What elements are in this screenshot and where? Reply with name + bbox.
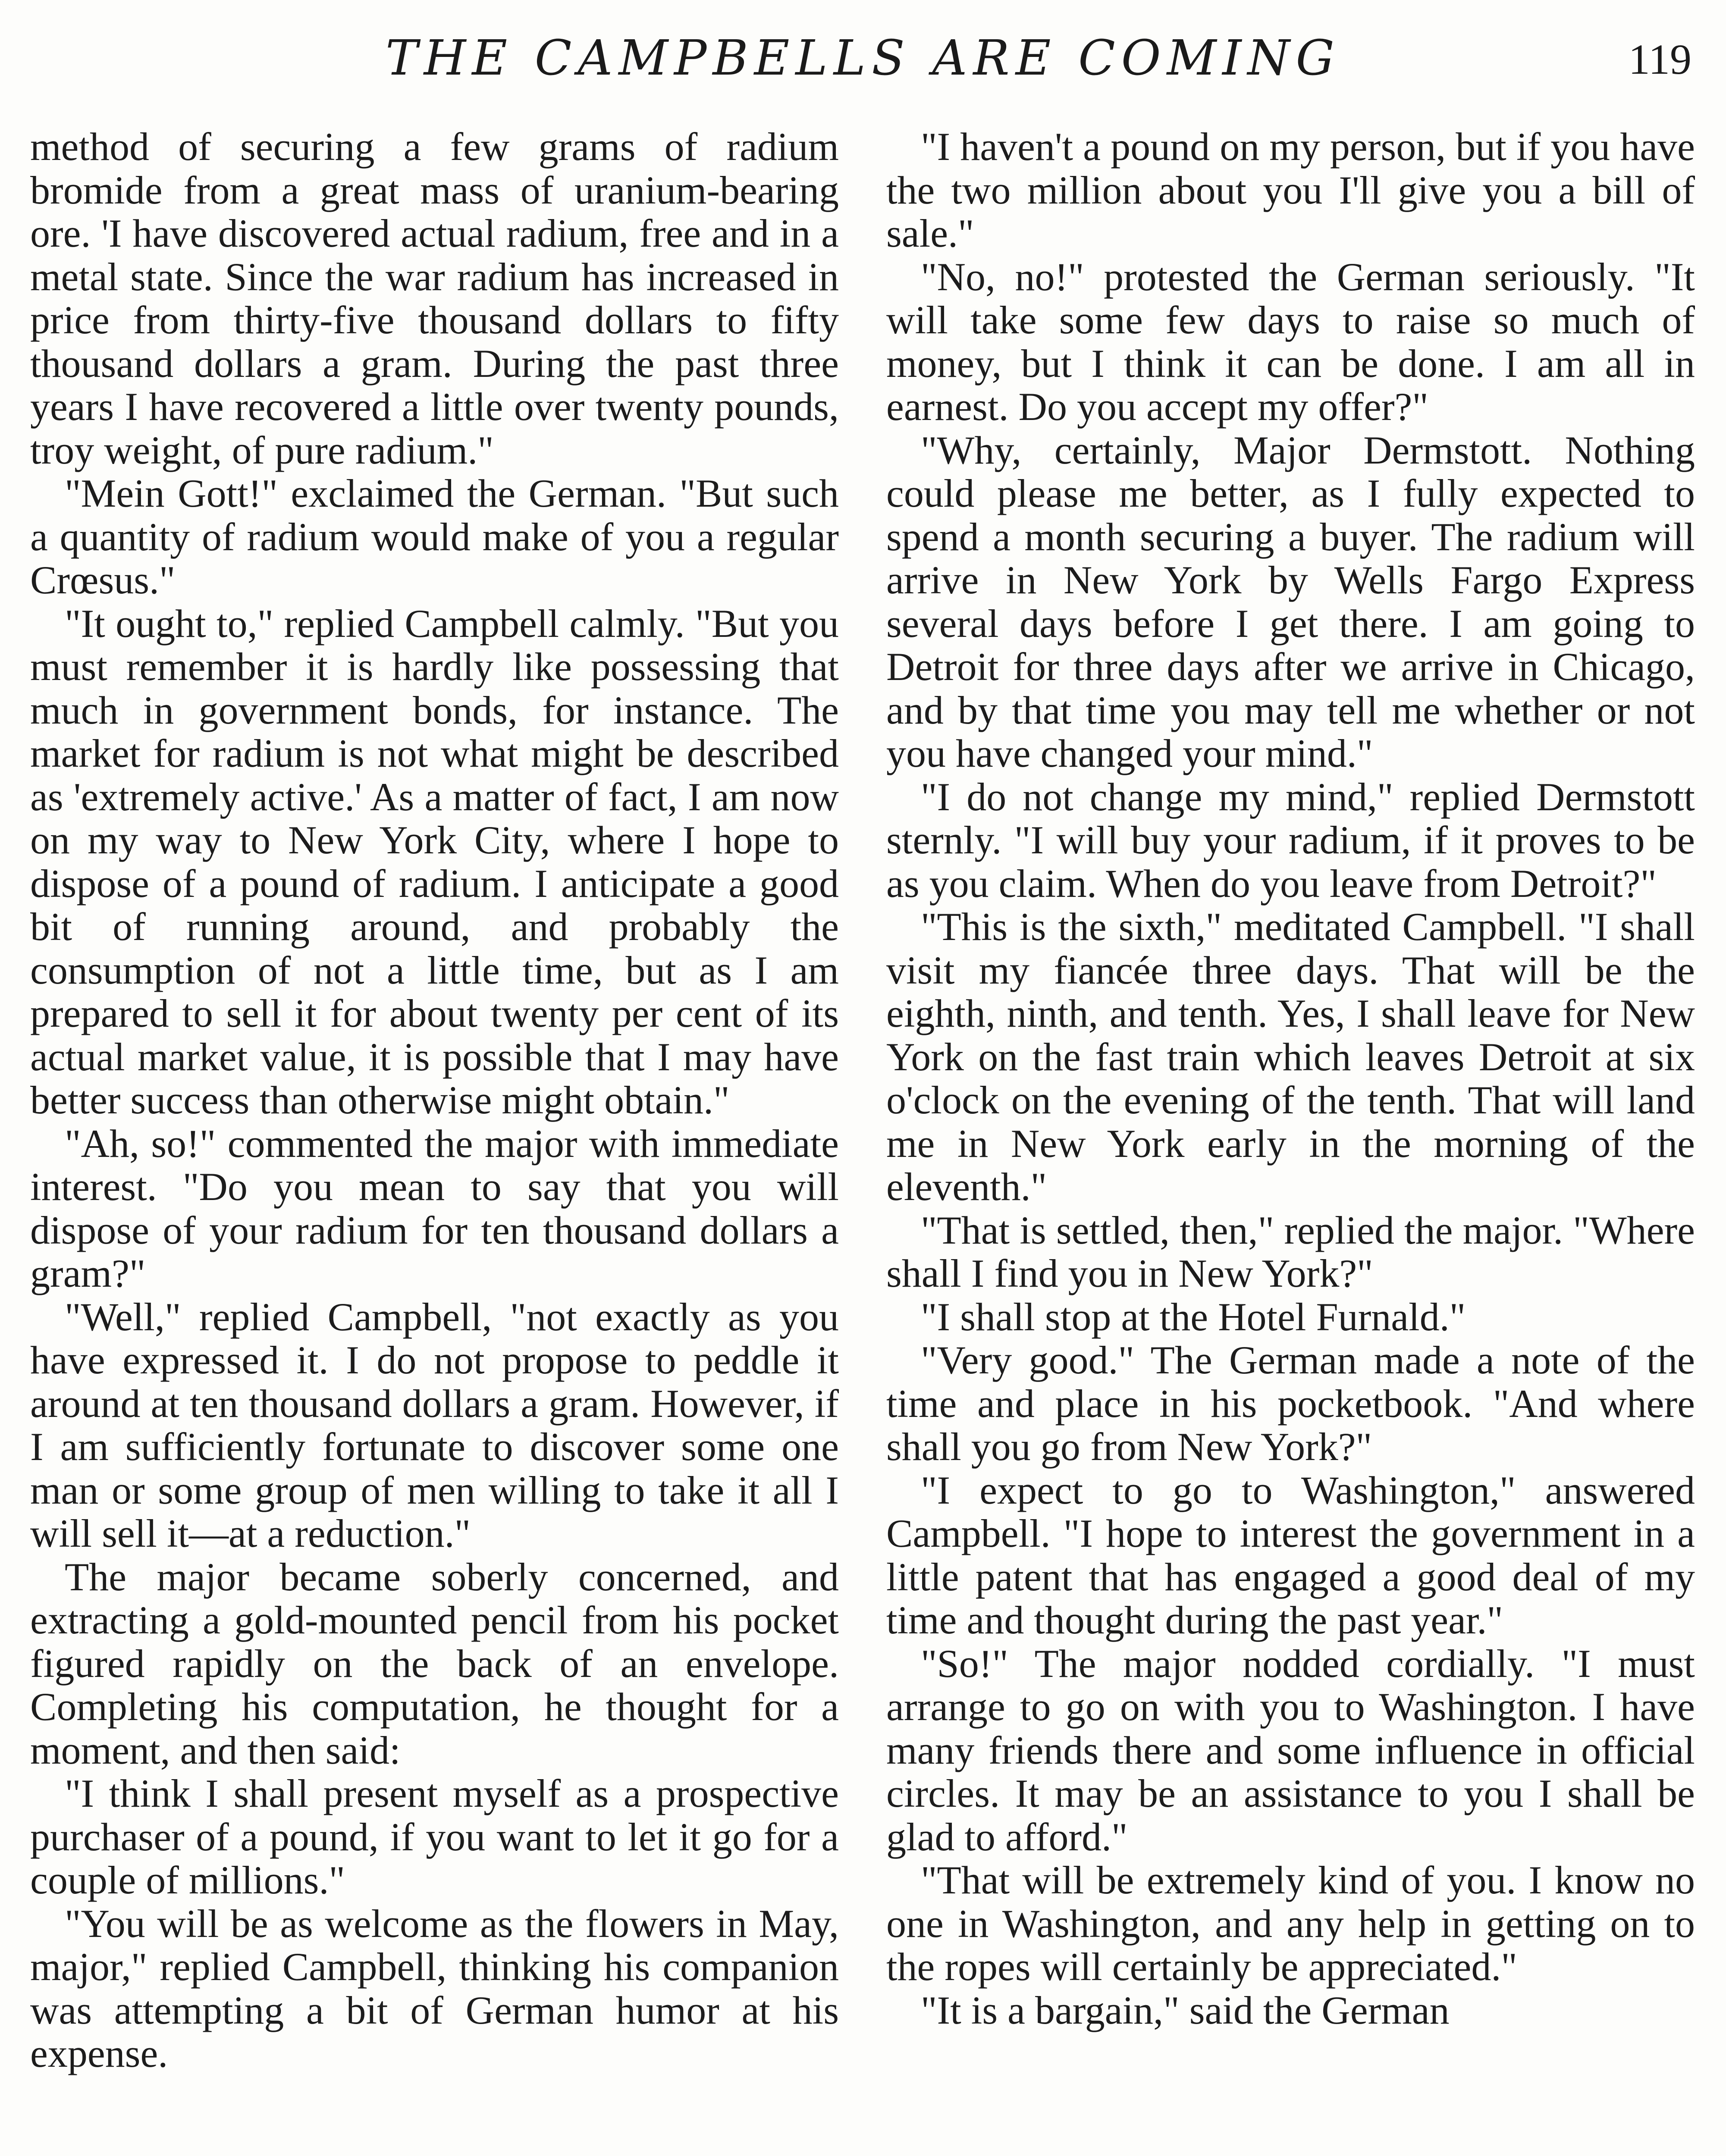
paragraph: "It is a bargain," said the German <box>921 1988 1450 2032</box>
right-column <box>886 125 1695 2156</box>
paragraph: "Very good." The German made a note of the time and place in his pocketbook. "And where shall you go from New York?" <box>886 1338 1695 1469</box>
paragraph: "No, no!" protested the German seriously. "It will take some few days to raise so much of money, but I think it can be done. I am all in earnest. Do you accept my offer?" <box>886 254 1695 429</box>
paragraph: "This is the sixth," meditated Campbell. "I shall visit my fiancée three days. That will be the eighth, ninth, and tenth. Yes, I shall leave for New York on the fast train which leaves Detroit at six o'clock on the evening of the tenth. That will land me in New York early in the morning of the eleventh." <box>886 905 1695 1209</box>
paragraph: "I do not change my mind," replied Dermstott sternly. "I will buy your radium, if it proves to be as you claim. When do you leave from Detroit?" <box>886 774 1695 906</box>
paragraph: "Well," replied Campbell, "not exactly as you have expressed it. I do not propose to peddle it around at ten thousand dollars a gram. However, if I am sufficiently fortunate to discover some one man or some group of men willing to take it all I will sell it—at a reduction." <box>30 1294 839 1555</box>
paragraph: "I haven't a pound on my person, but if you have the two million about you I'll give you a bill of sale." <box>886 125 1695 255</box>
paragraph: "It ought to," replied Campbell calmly. "But you must remember it is hardly like possessing that much in government bonds, for instance. The market for radium is not what might be described as 'extremely active.' As a matter of fact, I am now on my way to New York City, where I hope to dispose of a pound of radium. I anticipate a good bit of running around, and probably the consumption of not a little time, but as I am prepared to sell it for about twenty per cent of its actual market value, it is possible that I may have better success than otherwise might obtain." <box>30 601 839 1122</box>
paragraph: "I shall stop at the Hotel Furnald." <box>921 1294 1466 1339</box>
text-columns <box>30 125 1695 2156</box>
left-column <box>30 125 839 2156</box>
paragraph: method of securing a few grams of radium bromide from a great mass of uranium-bearing ore. 'I have discovered actual radium, free and in a metal state. Since the war radium has increased in price from thirty-five thousand dollars to fifty thousand dollars a gram. During the past three years I have recovered a little over twenty pounds, troy weight, of pure radium." <box>30 125 839 472</box>
paragraph: "You will be as welcome as the flowers in May, major," replied Campbell, thinking his companion was attempting a bit of German humor at his expense. <box>30 1901 839 2075</box>
paragraph: "Why, certainly, Major Dermstott. Nothing could please me better, as I fully expected to spend a month securing a buyer. The radium will arrive in New York by Wells Fargo Express several days before I get there. I am going to Detroit for three days after we arrive in Chicago, and by that time you may tell me whether or not you have changed your mind." <box>886 428 1695 775</box>
page-header <box>30 26 1696 103</box>
paragraph: "So!" The major nodded cordially. "I must arrange to go on with you to Washington. I have many friends there and some influence in official circles. It may be an assistance to you I shall be glad to afford." <box>886 1641 1695 1859</box>
paragraph: "I think I shall present myself as a prospective purchaser of a pound, if you want to let it go for a couple of millions." <box>30 1771 839 1902</box>
running-title: THE CAMPBELLS ARE COMING <box>386 30 1340 86</box>
page-number: 119 <box>1628 35 1691 83</box>
paragraph: "That is settled, then," replied the major. "Where shall I find you in New York?" <box>886 1208 1695 1295</box>
paragraph: "I expect to go to Washington," answered Campbell. "I hope to interest the government in a little patent that has engaged a good deal of my time and thought during the past year." <box>886 1468 1695 1642</box>
paragraph: "Ah, so!" commented the major with immediate interest. "Do you mean to say that you will dispose of your radium for ten thousand dollars a gram?" <box>30 1121 839 1295</box>
paragraph: "That will be extremely kind of you. I know no one in Washington, and any help in getting on to the ropes will certainly be appreciated." <box>886 1858 1695 1989</box>
paragraph: "Mein Gott!" exclaimed the German. "But such a quantity of radium would make of you a regular Crœsus." <box>30 471 839 602</box>
paragraph: The major became soberly concerned, and extracting a gold-mounted pencil from his pocket figured rapidly on the back of an envelope. Completing his computation, he thought for a moment, and then said: <box>30 1554 839 1772</box>
